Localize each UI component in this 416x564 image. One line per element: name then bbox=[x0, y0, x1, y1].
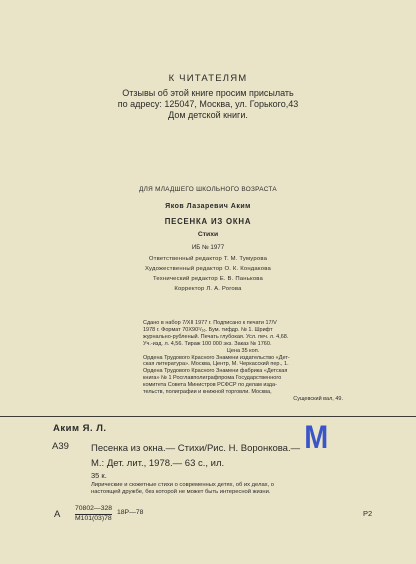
imprint-line: Цена 35 коп. bbox=[226, 347, 260, 354]
card-description-line: Песенка из окна.— Стихи/Рис. Н. Воронкова.— bbox=[91, 443, 301, 454]
card-author: Аким Я. Л. bbox=[53, 423, 107, 434]
imprint-line: Сущевский вал, 49. bbox=[293, 395, 343, 402]
catalog-fraction bbox=[75, 505, 112, 523]
staff-line: Технический редактор Е. В. Панькова bbox=[152, 276, 264, 282]
imprint-line: тельств, полиграфии и книжной торговли. Москва, bbox=[143, 389, 272, 396]
imprint-line: ская литература». Москва, Центр, М. Черкасский пер., 1. bbox=[143, 361, 289, 368]
card-description-line: М.: Дет. лит., 1978.— 63 с., ил. bbox=[91, 458, 225, 469]
card-annotation bbox=[91, 482, 381, 497]
staff-line: Корректор Л. А. Рогова bbox=[174, 286, 242, 292]
fraction-top: 70802—328 bbox=[75, 505, 112, 515]
imprint-line: Ордена Трудового Красного Знамени фабрика «Детская bbox=[143, 368, 288, 375]
staff-line: Художественный редактор О. К. Кондакова bbox=[145, 266, 271, 272]
reader-heading: К ЧИТАТЕЛЯМ bbox=[168, 73, 248, 84]
book-title: ПЕСЕНКА ИЗ ОКНА bbox=[164, 217, 252, 226]
catalog-classification: Р2 bbox=[363, 509, 373, 518]
imprint-line: комитета Совета Министров РСФСР по делам изда- bbox=[143, 382, 277, 389]
card-annotation-line: Лирические и сюжетные стихи о современных детях, об их делах, о bbox=[91, 482, 275, 488]
imprint-line: книга» № 1 Росглавполиграфпрома Государственного bbox=[143, 375, 282, 382]
imprint-line: журнально-рубленый. Печать глубокая. Усл. печ. л. 4,68. bbox=[143, 333, 289, 340]
fraction-bottom: М101(03)78 bbox=[75, 514, 112, 522]
card-code: А39 bbox=[52, 441, 69, 452]
staff-line: Ответственный редактор Т. М. Тумурова bbox=[148, 256, 268, 262]
catalog-bbk: 18Р—78 bbox=[117, 509, 144, 516]
ib-number: ИБ № 1977 bbox=[191, 244, 225, 251]
reader-line: Отзывы об этой книге просим присылать bbox=[122, 88, 294, 98]
book-author: Яков Лазаревич Аким bbox=[165, 203, 251, 210]
divider bbox=[0, 416, 416, 417]
imprint-line: Сдано в набор 7/XII 1977 г. Подписано к печати 17/V bbox=[143, 320, 277, 326]
imprint-block bbox=[143, 320, 343, 403]
card-price: 35 к. bbox=[91, 471, 107, 480]
card-description bbox=[91, 441, 386, 471]
card-annotation-line: настоящей дружбе, без которой не может быть интересной жизни. bbox=[91, 489, 271, 496]
reader-line: Дом детской книги. bbox=[168, 110, 248, 120]
reader-line: по адресу: 125047, Москва, ул. Горького,43 bbox=[117, 99, 299, 109]
imprint-line: Ордена Трудового Красного Знамени издательство «Дет- bbox=[143, 354, 290, 361]
library-stamp: М bbox=[304, 419, 329, 455]
catalog-letter: А bbox=[54, 509, 61, 520]
book-genre: Стихи bbox=[197, 231, 219, 238]
imprint-line: Уч.-изд. л. 4,56. Тираж 100 000 экз. Заказ № 1760. bbox=[143, 340, 272, 347]
imprint-line: 1978 г. Формат 70X90¹/₁₆. Бум. тифдр. № 1. Шрифт bbox=[143, 326, 273, 333]
age-group: ДЛЯ МЛАДШЕГО ШКОЛЬНОГО ВОЗРАСТА bbox=[139, 186, 277, 193]
